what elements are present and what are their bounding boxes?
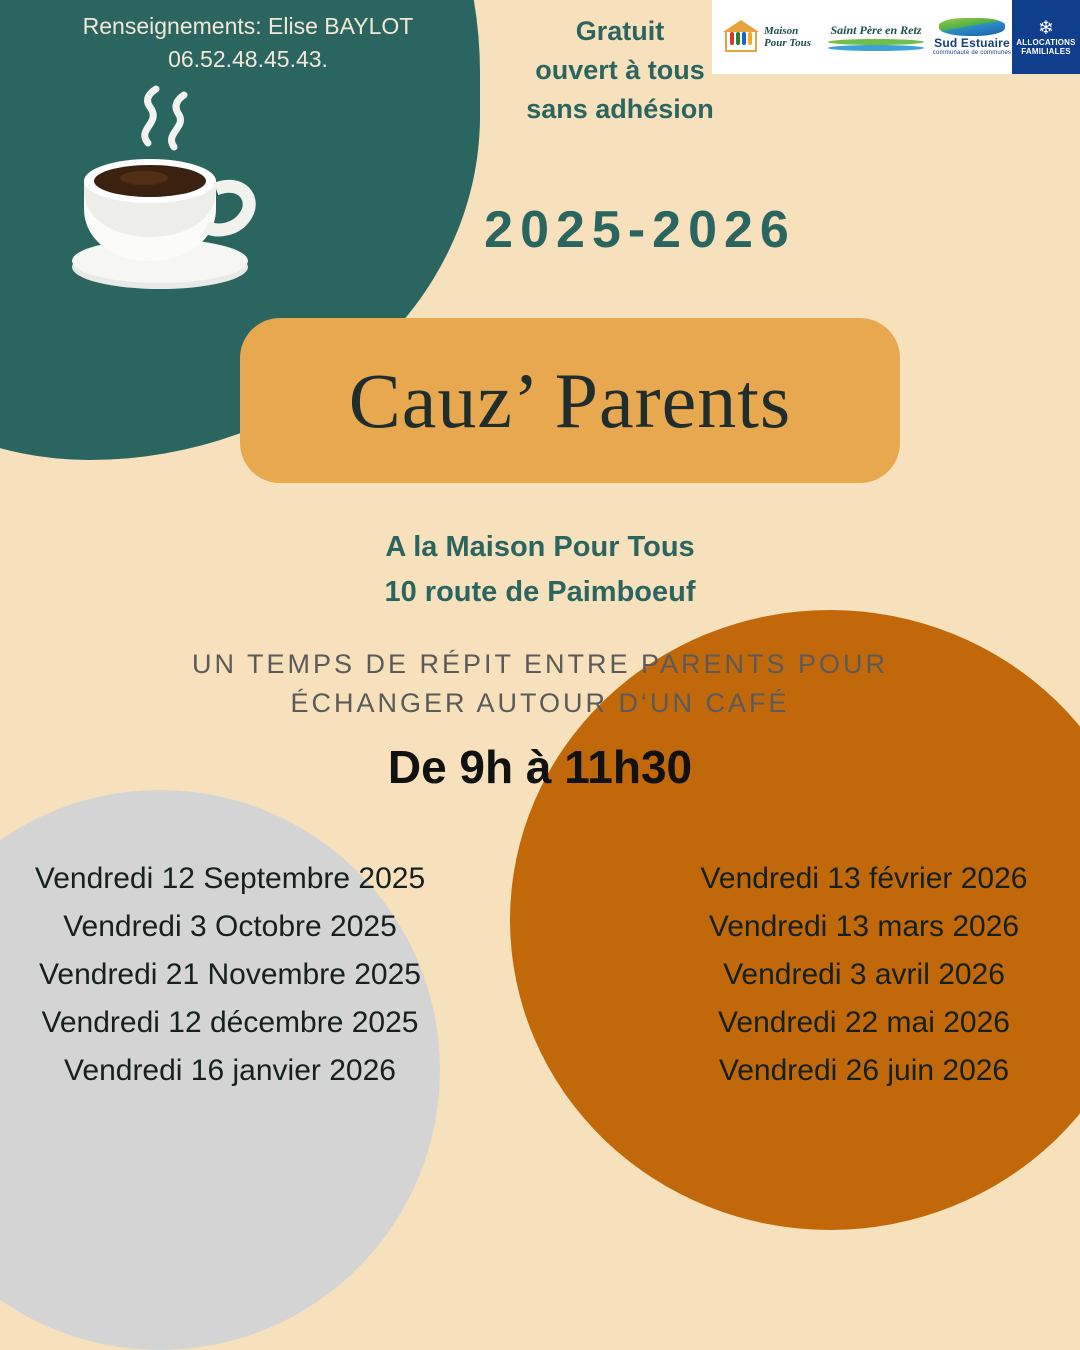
logo-maison-pour-tous-text <box>764 25 811 49</box>
page-title: Cauz’ Parents <box>348 356 792 444</box>
contact-info <box>38 10 458 77</box>
description-line2: ÉCHANGER AUTOUR D‘UN CAFÉ <box>290 688 790 719</box>
logo-caf <box>1012 0 1080 74</box>
location-venue: A la Maison Pour Tous <box>385 531 695 563</box>
dates-column-right <box>664 855 1064 1095</box>
list-item: Vendredi 3 Octobre 2025 <box>63 910 397 943</box>
list-item: Vendredi 13 mars 2026 <box>708 910 1020 943</box>
list-item: Vendredi 13 février 2026 <box>700 862 1028 895</box>
free-notice <box>490 12 750 129</box>
logo-mpt-line2: Pour Tous <box>764 37 811 49</box>
list-item: Vendredi 12 Septembre 2025 <box>34 862 426 895</box>
logo-caf-line1: ALLOCATIONS <box>1016 37 1076 47</box>
logo-sud-estuaire-title: Sud Estuaire <box>934 36 1010 50</box>
description-line1: UN TEMPS DE RÉPIT ENTRE PARENTS POUR <box>191 649 889 679</box>
logo-maison-pour-tous <box>712 0 820 74</box>
free-notice-line2: ouvert à tous <box>535 55 705 86</box>
title-banner <box>240 318 900 483</box>
dates-column-left <box>10 855 450 1095</box>
event-hours: De 9h à 11h30 <box>387 741 693 793</box>
coffee-cup-icon <box>40 85 270 300</box>
contact-phone: 06.52.48.45.43. <box>168 46 328 73</box>
logo-saint-pere-en-retz <box>820 0 932 74</box>
list-item: Vendredi 22 mai 2026 <box>718 1006 1010 1039</box>
location-address: 10 route de Paimboeuf <box>384 575 696 608</box>
list-item: Vendredi 12 décembre 2025 <box>41 1006 419 1039</box>
list-item: Vendredi 16 janvier 2026 <box>64 1054 396 1087</box>
people-icon <box>730 32 752 45</box>
list-item: Vendredi 3 avril 2026 <box>723 958 1005 991</box>
partner-logos-strip <box>712 0 1080 74</box>
logo-saint-pere-label: Saint Père en Retz <box>830 22 922 37</box>
location-info <box>0 525 1080 615</box>
swoosh-icon <box>828 39 924 52</box>
description <box>0 645 1080 723</box>
list-item: Vendredi 26 juin 2026 <box>718 1054 1010 1087</box>
logo-sud-estuaire <box>932 0 1012 74</box>
free-notice-line3: sans adhésion <box>526 94 714 125</box>
logo-mpt-line1: Maison <box>764 24 799 37</box>
contact-name: Renseignements: Elise BAYLOT <box>82 13 414 39</box>
logo-sud-estuaire-subtitle: communauté de communes <box>932 50 1012 56</box>
wave-icon <box>939 18 1005 36</box>
free-notice-line1: Gratuit <box>575 16 665 46</box>
snowflake-icon: ❄ <box>1038 17 1054 39</box>
season-years: 2025-2026 <box>484 201 796 259</box>
list-item: Vendredi 21 Novembre 2025 <box>39 958 421 991</box>
house-icon <box>721 20 761 54</box>
logo-caf-line2: FAMILIALES <box>1021 46 1071 56</box>
